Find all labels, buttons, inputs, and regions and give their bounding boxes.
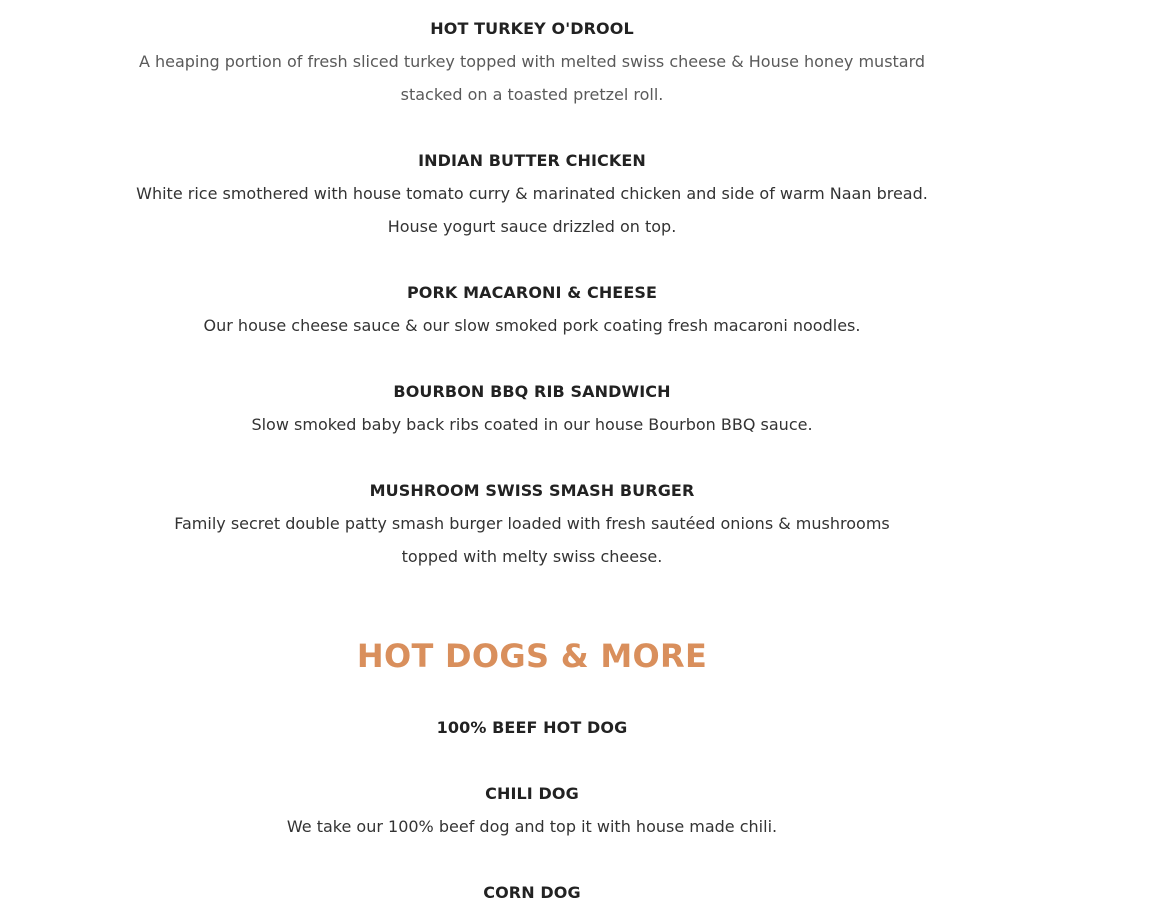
- menu-item-description: Slow smoked baby back ribs coated in our house Bourbon BBQ sauce.: [251, 415, 813, 434]
- menu-item-title: MUSHROOM SWISS SMASH BURGER: [369, 481, 695, 500]
- menu-item-title: CORN DOG: [483, 883, 581, 902]
- menu-item-description: stacked on a toasted pretzel roll.: [400, 85, 664, 104]
- menu-item-description: Our house cheese sauce & our slow smoked pork coating fresh macaroni noodles.: [203, 316, 861, 335]
- menu-item-title: CHILI DOG: [485, 784, 579, 803]
- menu-item-title: HOT TURKEY O'DROOL: [430, 19, 634, 38]
- menu-item-description: A heaping portion of fresh sliced turkey topped with melted swiss cheese & House honey mustard: [138, 52, 926, 71]
- menu-item-title: BOURBON BBQ RIB SANDWICH: [393, 382, 671, 401]
- menu-item-title: PORK MACARONI & CHEESE: [406, 283, 658, 302]
- menu-item-title: 100% BEEF HOT DOG: [436, 718, 628, 737]
- menu-item-description: White rice smothered with house tomato curry & marinated chicken and side of warm Naan bread.: [136, 184, 928, 203]
- section-heading: HOT DOGS & MORE: [356, 637, 708, 675]
- menu-item-description: We take our 100% beef dog and top it with house made chili.: [286, 817, 778, 836]
- menu-item-description: topped with melty swiss cheese.: [401, 547, 663, 566]
- menu-item-description: House yogurt sauce drizzled on top.: [387, 217, 677, 236]
- menu-item-title: INDIAN BUTTER CHICKEN: [418, 151, 646, 170]
- menu-item-description: Family secret double patty smash burger loaded with fresh sautéed onions & mushrooms: [174, 514, 890, 533]
